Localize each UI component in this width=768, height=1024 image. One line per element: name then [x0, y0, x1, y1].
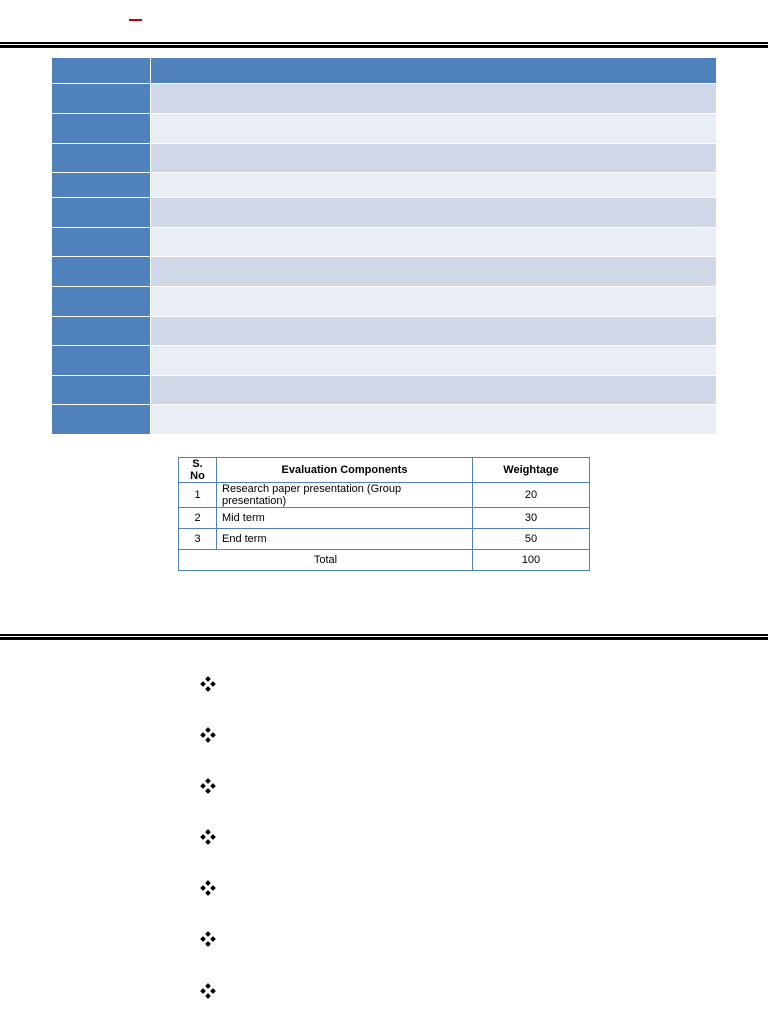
four-diamond-bullet-icon [199, 930, 217, 948]
schedule-row [52, 84, 717, 114]
four-diamond-bullet-icon [199, 982, 217, 1000]
total-value: 100 [473, 550, 590, 571]
schedule-row [52, 317, 717, 346]
four-diamond-bullet-icon [199, 828, 217, 846]
evaluation-header-row [179, 458, 590, 483]
cell-weightage: 20 [473, 483, 590, 508]
schedule-row [52, 198, 717, 228]
cell-weightage: 50 [473, 529, 590, 550]
table-row [179, 483, 590, 508]
table-row [179, 529, 590, 550]
header-weightage: Weightage [473, 458, 590, 483]
evaluation-table [178, 457, 590, 571]
total-row [179, 550, 590, 571]
schedule-row [52, 144, 717, 173]
schedule-row [52, 114, 717, 144]
header-components: Evaluation Components [217, 458, 473, 483]
schedule-table [51, 57, 717, 435]
schedule-row [52, 376, 717, 405]
schedule-row [52, 257, 717, 287]
schedule-header-row [52, 58, 717, 84]
table-row [179, 508, 590, 529]
schedule-row [52, 228, 717, 257]
cell-component: Research paper presentation (Group presentation) [217, 483, 473, 508]
four-diamond-bullet-icon [199, 879, 217, 897]
four-diamond-bullet-icon [199, 675, 217, 693]
total-label: Total [179, 550, 473, 571]
cell-sno: 1 [179, 483, 217, 508]
schedule-row [52, 405, 717, 435]
schedule-row [52, 287, 717, 317]
red-dash-mark [129, 19, 142, 21]
cell-weightage: 30 [473, 508, 590, 529]
four-diamond-bullet-icon [199, 777, 217, 795]
cell-sno: 3 [179, 529, 217, 550]
cell-component: End term [217, 529, 473, 550]
middle-double-rule [0, 634, 768, 640]
top-double-rule [0, 42, 768, 48]
schedule-row [52, 346, 717, 376]
header-sno: S. No [179, 458, 217, 483]
schedule-row [52, 173, 717, 198]
cell-component: Mid term [217, 508, 473, 529]
cell-sno: 2 [179, 508, 217, 529]
four-diamond-bullet-icon [199, 726, 217, 744]
